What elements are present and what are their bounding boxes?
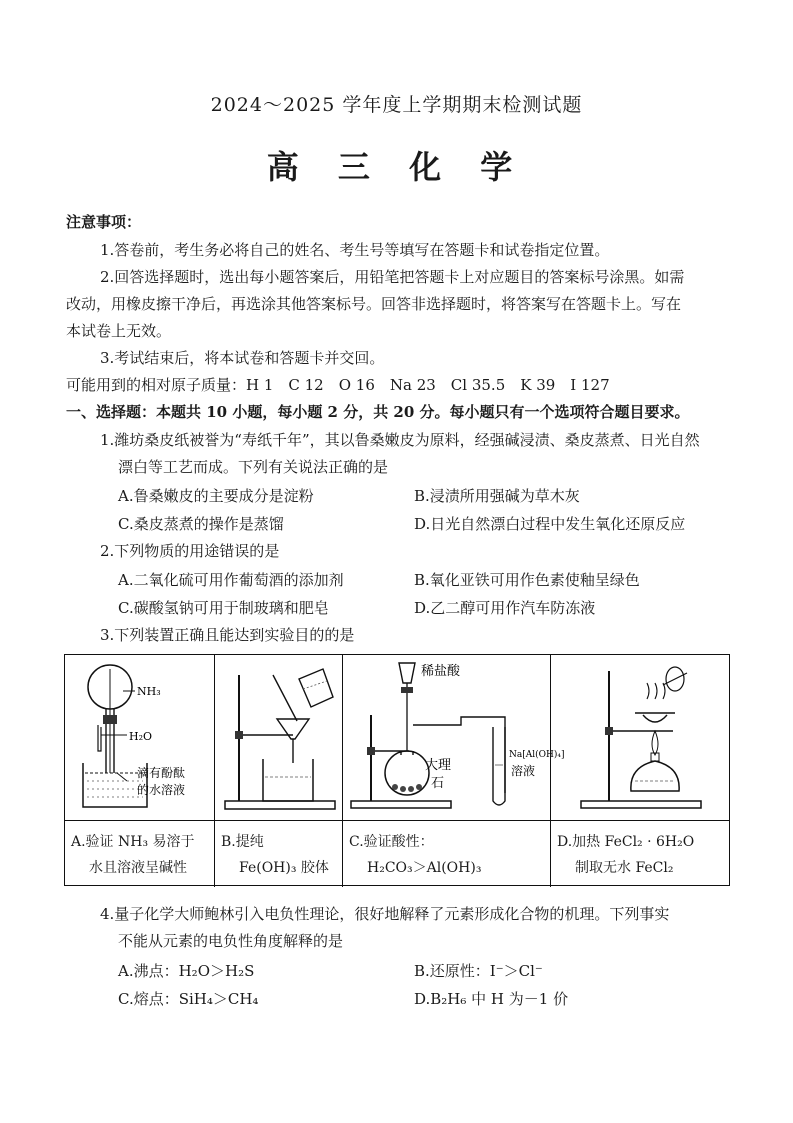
q3-caption-a-line2: 水且溶液呈碱性 [89, 860, 187, 876]
section-heading: 一、选择题：本题共 10 小题，每小题 2 分，共 20 分。每小题只有一个选项符合题目要求。 [66, 403, 690, 421]
q3-caption-b-line2: Fe(OH)₃ 胶体 [239, 860, 329, 876]
q4-option-a: A.沸点：H₂O＞H₂S [118, 962, 255, 980]
q3-cell-a [65, 655, 214, 887]
q3-caption-b-line1: B.提纯 [221, 834, 264, 850]
label-phenolphthalein-1: 滴有酚酞 [137, 766, 186, 780]
label-marble-2: 石 [431, 776, 445, 791]
q3-stem: 3.下列装置正确且能达到实验目的的是 [100, 626, 355, 644]
q1-option-c: C.桑皮蒸煮的操作是蒸馏 [118, 515, 284, 533]
q3-cell-c [342, 655, 565, 887]
q1-stem-line2: 漂白等工艺而成。下列有关说法正确的是 [118, 458, 389, 476]
fountain-apparatus-figure [65, 655, 214, 821]
q1-option-d: D.日光自然漂白过程中发生氧化还原反应 [414, 515, 686, 533]
q1-stem-line1: 1.潍坊桑皮纸被誉为“寿纸千年”，其以鲁桑嫩皮为原料，经强碱浸渍、桑皮蒸煮、日光自然 [100, 431, 700, 449]
exam-subtitle: 2024～2025 学年度上学期期末检测试题 [210, 94, 583, 116]
q2-option-c: C.碳酸氢钠可用于制玻璃和肥皂 [118, 599, 329, 617]
q3-apparatus-table [64, 654, 730, 886]
notice-item-2-line1: 2.回答选择题时，选出每小题答案后，用铅笔把答题卡上对应题目的答案标号涂黑。如需 [100, 268, 685, 286]
q2-option-b: B.氧化亚铁可用作色素使釉呈绿色 [414, 571, 640, 589]
label-sodium-aluminate: Na[Al(OH)₄] [509, 750, 565, 760]
q3-caption-a-line1: A.验证 NH₃ 易溶于 [71, 834, 195, 850]
q2-stem: 2.下列物质的用途错误的是 [100, 542, 280, 560]
q4-option-b: B.还原性：I⁻＞Cl⁻ [414, 962, 543, 980]
exam-title: 高 三 化 学 [266, 148, 527, 186]
q3-caption-c-line1: C.验证酸性： [349, 834, 434, 850]
q3-caption-b [221, 829, 329, 881]
notice-item-2-line3: 本试卷上无效。 [66, 322, 172, 340]
q3-cell-b [214, 655, 342, 887]
q4-stem-line2: 不能从元素的电负性角度解释的是 [118, 932, 344, 950]
q3-caption-d-line2: 制取无水 FeCl₂ [575, 860, 674, 876]
q2-option-a: A.二氧化硫可用作葡萄酒的添加剂 [118, 571, 344, 589]
q3-caption-c-line2: H₂CO₃＞Al(OH)₃ [367, 860, 482, 876]
q3-caption-a [71, 829, 195, 881]
label-dilute-hcl: 稀盐酸 [421, 664, 461, 679]
notice-heading: 注意事项： [66, 213, 142, 231]
label-h2o: H₂O [129, 730, 153, 743]
q4-option-c: C.熔点：SiH₄＞CH₄ [118, 990, 259, 1008]
notice-item-1: 1.答卷前，考生务必将自己的姓名、考生号等填写在答题卡和试卷指定位置。 [100, 241, 610, 259]
q1-option-a: A.鲁桑嫩皮的主要成分是淀粉 [118, 487, 314, 505]
label-solution: 溶液 [511, 764, 536, 778]
label-phenolphthalein-2: 的水溶液 [137, 783, 186, 797]
atomic-masses: 可能用到的相对原子质量：H 1 C 12 O 16 Na 23 Cl 35.5 K 39 I 127 [66, 376, 610, 394]
q3-cell-d [550, 655, 729, 887]
notice-item-3: 3.考试结束后，将本试卷和答题卡并交回。 [100, 349, 385, 367]
q1-option-b: B.浸渍所用强碱为草木灰 [414, 487, 580, 505]
notice-item-2-line2: 改动，用橡皮擦干净后，再选涂其他答案标号。回答非选择题时，将答案写在答题卡上。写在 [66, 295, 682, 313]
q3-caption-d-line1: D.加热 FeCl₂ · 6H₂O [557, 834, 695, 850]
q4-option-d: D.B₂H₆ 中 H 为－1 价 [414, 990, 569, 1008]
q4-stem-line1: 4.量子化学大师鲍林引入电负性理论，很好地解释了元素形成化合物的机理。下列事实 [100, 905, 670, 923]
q3-caption-c [349, 829, 481, 881]
acid-strength-apparatus-figure [343, 655, 565, 821]
heating-apparatus-figure [551, 655, 729, 821]
q2-option-d: D.乙二醇可用作汽车防冻液 [414, 599, 596, 617]
filtration-apparatus-figure [215, 655, 342, 821]
q3-caption-d [557, 829, 694, 881]
label-marble-1: 大理 [425, 758, 452, 773]
label-nh3: NH₃ [137, 685, 161, 698]
